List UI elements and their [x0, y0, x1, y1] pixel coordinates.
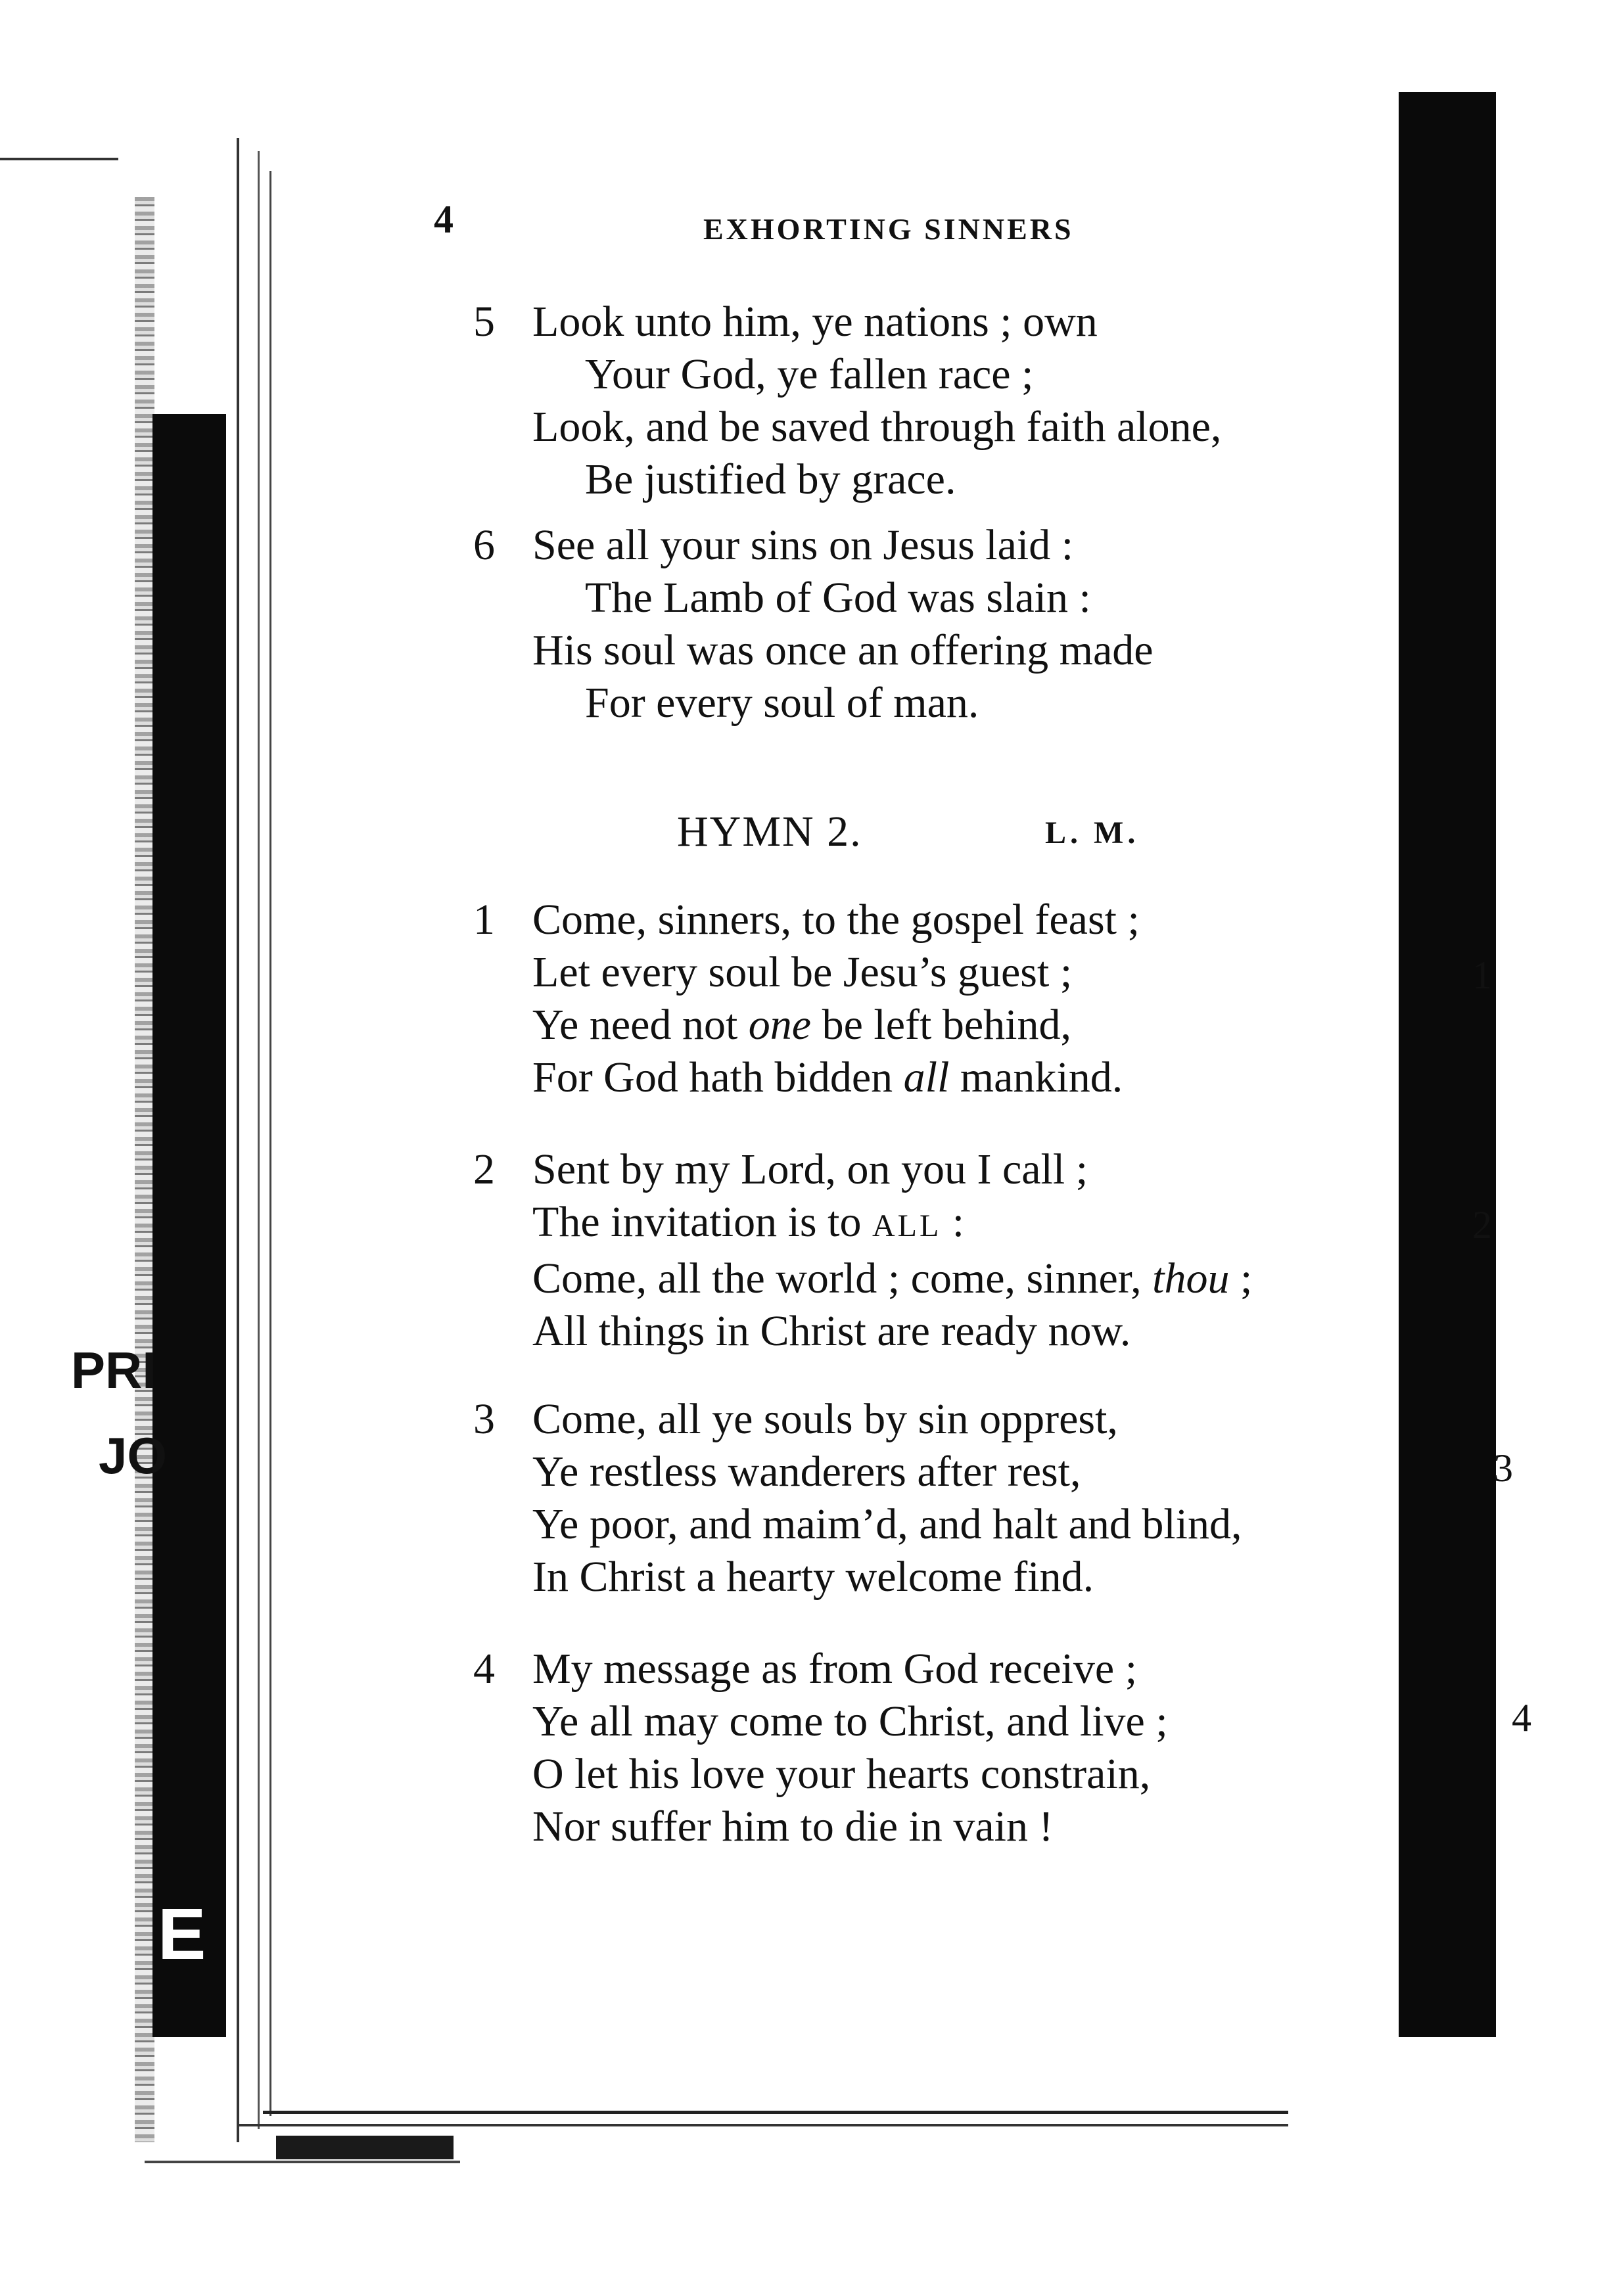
margin-number: 4: [1512, 1696, 1531, 1739]
verse-number: 2: [473, 1145, 495, 1193]
verse-line: All things in Christ are ready now.: [532, 1307, 1131, 1355]
verse: [473, 1143, 1252, 1358]
page-edge-line: [237, 138, 239, 2142]
verse-line: My message as from God receive ;: [532, 1645, 1138, 1693]
page-bottom-line: [145, 2161, 460, 2163]
verse-line: Sent by my Lord, on you I call ;: [532, 1145, 1088, 1193]
verse-line: Come, all ye souls by sin opprest,: [532, 1395, 1118, 1443]
verse-line: His soul was once an offering made: [532, 626, 1154, 674]
verse-number: 5: [473, 298, 495, 346]
verse-line: Your God, ye fallen race ;: [585, 350, 1034, 398]
page-bottom-line: [237, 2124, 1288, 2126]
verse-line: Be justified by grace.: [585, 455, 956, 503]
verse-number: 6: [473, 521, 495, 569]
verse-line: For every soul of man.: [585, 679, 979, 727]
verse: [473, 1393, 1242, 1603]
verse-line: Look unto him, ye nations ; own: [532, 298, 1098, 346]
scan-blot: [276, 2136, 454, 2159]
scan-left-fuzz: [135, 197, 154, 2142]
verse: [473, 894, 1140, 1104]
verse-number: 4: [473, 1645, 495, 1693]
verse-line: For God hath bidden all mankind.: [532, 1053, 1123, 1101]
verse-line: Ye need not one be left behind,: [532, 1001, 1071, 1049]
margin-fragment: JO: [99, 1427, 168, 1484]
verse-line: Ye restless wanderers after rest,: [532, 1448, 1081, 1496]
margin-number: 2: [1472, 1203, 1492, 1247]
scan-left-bar: [152, 414, 226, 2037]
page-edge-line: [258, 151, 260, 2129]
verse-number: 3: [473, 1395, 495, 1443]
scan-edge-line: [0, 158, 118, 160]
verse: [473, 1643, 1168, 1853]
margin-fragment: PRI: [71, 1341, 157, 1399]
margin-number: 1: [1472, 953, 1492, 997]
verse-line: Nor suffer him to die in vain !: [532, 1802, 1054, 1850]
verse: [473, 296, 1221, 506]
verse-line: See all your sins on Jesus laid :: [532, 521, 1074, 569]
verse: [473, 519, 1154, 729]
margin-number: 3: [1493, 1446, 1513, 1490]
verse-line: Let every soul be Jesu’s guest ;: [532, 948, 1073, 996]
running-head: EXHORTING SINNERS: [703, 212, 1074, 246]
verse-line: O let his love your hearts constrain,: [532, 1750, 1151, 1798]
verse-line: Come, sinners, to the gospel feast ;: [532, 896, 1140, 944]
verse-line: Come, all the world ; come, sinner, thou ;: [532, 1254, 1253, 1302]
page-bottom-line: [263, 2111, 1288, 2114]
hymn-meter: L. M.: [1045, 815, 1140, 850]
verse-line: In Christ a hearty welcome find.: [532, 1553, 1094, 1601]
page-number: 4: [434, 198, 454, 241]
verse-line: Ye all may come to Christ, and live ;: [532, 1697, 1168, 1745]
verse-line: Ye poor, and maim’d, and halt and blind,: [532, 1500, 1242, 1548]
verse-line: The invitation is to ALL :: [532, 1198, 965, 1246]
hymn-title: HYMN 2.: [677, 808, 862, 856]
page-edge-line: [269, 171, 271, 2116]
scan-right-bar: [1399, 92, 1496, 2037]
margin-fragment: E: [158, 1894, 206, 1975]
verse-line: The Lamb of God was slain :: [585, 574, 1091, 622]
verse-number: 1: [473, 896, 495, 944]
verse-line: Look, and be saved through faith alone,: [532, 403, 1222, 451]
